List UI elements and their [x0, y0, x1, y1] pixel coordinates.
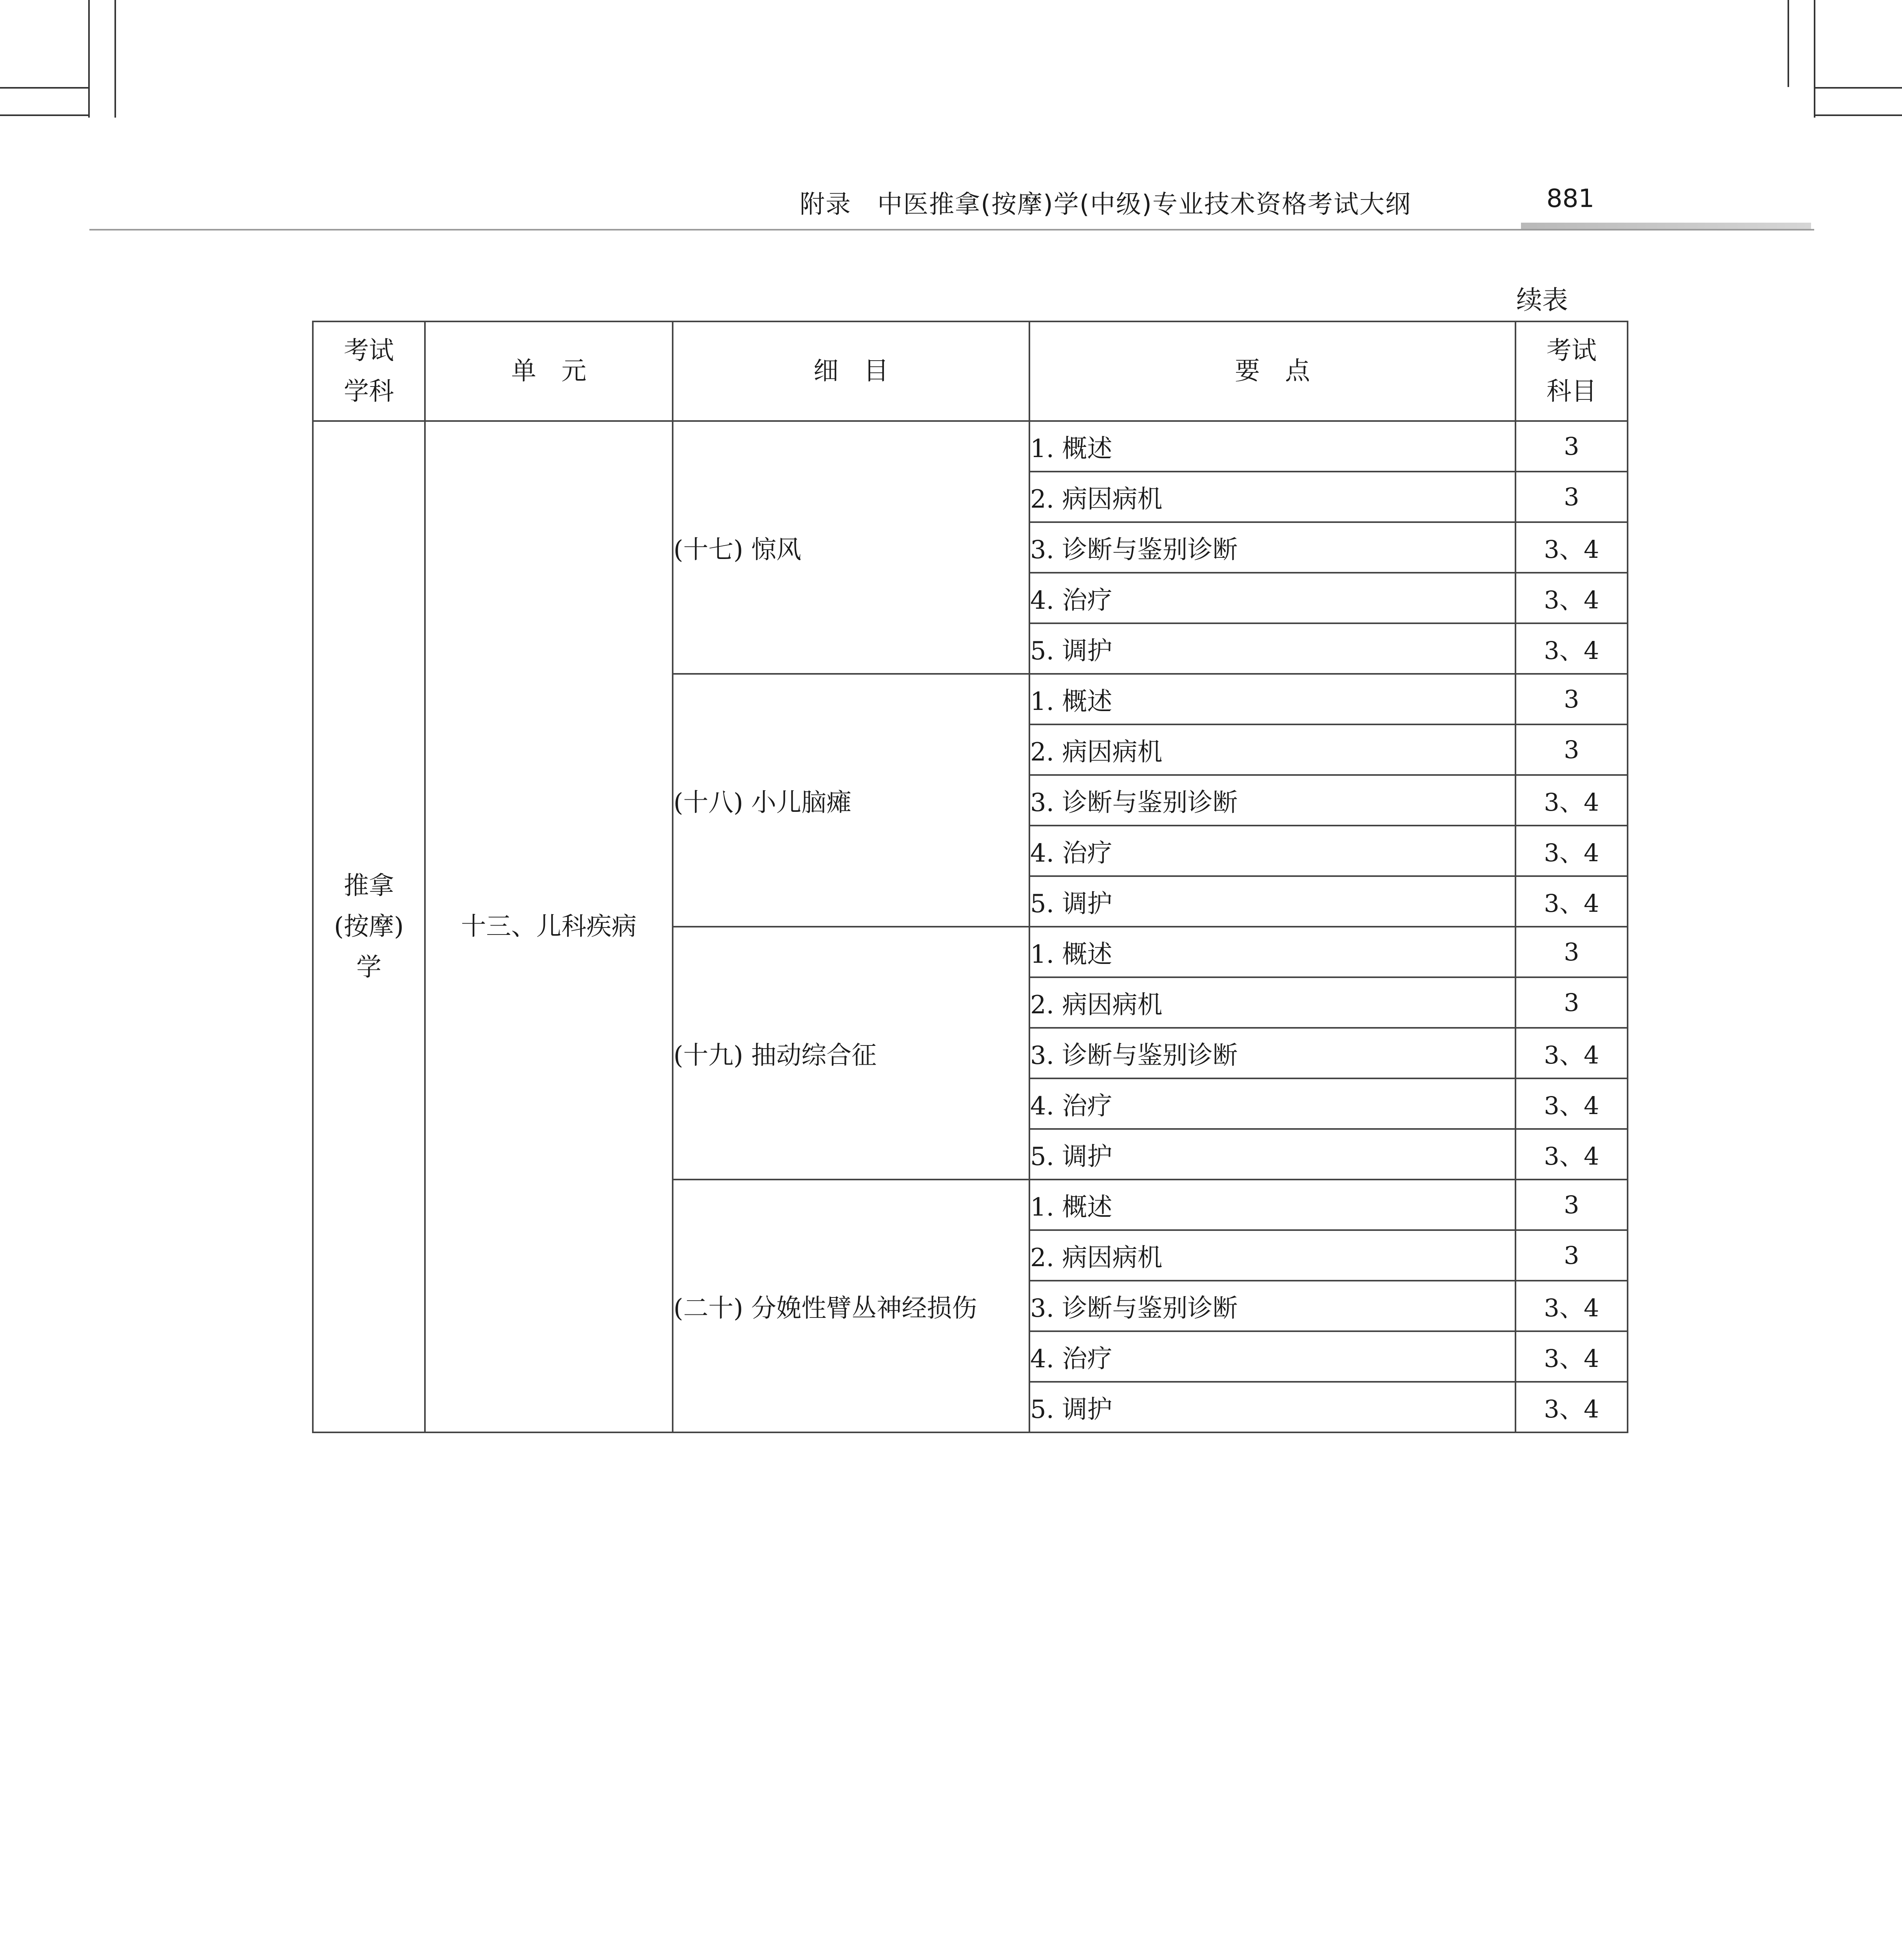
column-header-key-points: 要 点 — [1029, 321, 1515, 421]
crop-mark — [1814, 114, 1902, 116]
detail-cell: (二十) 分娩性臂丛神经损伤 — [673, 1180, 1029, 1432]
exam-code-cell: 3、4 — [1515, 1281, 1628, 1331]
exam-code-cell: 3、4 — [1515, 1382, 1628, 1432]
point-cell: 3. 诊断与鉴别诊断 — [1029, 1281, 1515, 1331]
point-cell: 4. 治疗 — [1029, 1331, 1515, 1382]
subject-cell: 推拿 (按摩) 学 — [313, 421, 425, 1432]
header-rule — [89, 229, 1814, 230]
exam-code-cell: 3、4 — [1515, 1078, 1628, 1129]
exam-code-cell: 3、4 — [1515, 1331, 1628, 1382]
exam-code-cell: 3、4 — [1515, 573, 1628, 623]
crop-mark — [0, 87, 88, 89]
detail-cell: (十七) 惊风 — [673, 421, 1029, 674]
exam-code-cell: 3 — [1515, 1180, 1628, 1230]
column-header-exam-subject: 考试 学科 — [313, 321, 425, 421]
exam-code-cell: 3、4 — [1515, 522, 1628, 573]
column-header-unit: 单 元 — [425, 321, 673, 421]
exam-code-cell: 3 — [1515, 927, 1628, 977]
exam-code-cell: 3、4 — [1515, 876, 1628, 927]
point-cell: 3. 诊断与鉴别诊断 — [1029, 775, 1515, 826]
point-cell: 2. 病因病机 — [1029, 1230, 1515, 1281]
table-header-row — [313, 321, 1628, 421]
exam-code-cell: 3、4 — [1515, 775, 1628, 826]
point-cell: 1. 概述 — [1029, 421, 1515, 472]
exam-code-cell: 3、4 — [1515, 623, 1628, 674]
point-cell: 2. 病因病机 — [1029, 724, 1515, 775]
point-cell: 5. 调护 — [1029, 623, 1515, 674]
crop-mark — [1814, 0, 1815, 118]
point-cell: 5. 调护 — [1029, 1129, 1515, 1180]
point-cell: 1. 概述 — [1029, 927, 1515, 977]
point-cell: 5. 调护 — [1029, 1382, 1515, 1432]
column-header-exam-paper: 考试 科目 — [1515, 321, 1628, 421]
point-cell: 4. 治疗 — [1029, 573, 1515, 623]
exam-code-cell: 3、4 — [1515, 826, 1628, 876]
exam-code-cell: 3 — [1515, 1230, 1628, 1281]
table-row — [313, 421, 1628, 472]
point-cell: 1. 概述 — [1029, 1180, 1515, 1230]
exam-code-cell: 3 — [1515, 724, 1628, 775]
crop-mark — [1788, 0, 1789, 87]
crop-mark — [114, 0, 116, 118]
exam-code-cell: 3 — [1515, 674, 1628, 724]
exam-code-cell: 3 — [1515, 472, 1628, 522]
exam-code-cell: 3 — [1515, 421, 1628, 472]
point-cell: 1. 概述 — [1029, 674, 1515, 724]
crop-mark — [0, 114, 88, 116]
unit-cell: 十三、儿科疾病 — [425, 421, 673, 1432]
exam-code-cell: 3、4 — [1515, 1028, 1628, 1078]
point-cell: 2. 病因病机 — [1029, 977, 1515, 1028]
exam-outline-table — [312, 321, 1628, 1433]
point-cell: 4. 治疗 — [1029, 1078, 1515, 1129]
exam-code-cell: 3 — [1515, 977, 1628, 1028]
exam-code-cell: 3、4 — [1515, 1129, 1628, 1180]
detail-cell: (十八) 小儿脑瘫 — [673, 674, 1029, 927]
detail-cell: (十九) 抽动综合征 — [673, 927, 1029, 1180]
point-cell: 5. 调护 — [1029, 876, 1515, 927]
point-cell: 3. 诊断与鉴别诊断 — [1029, 1028, 1515, 1078]
point-cell: 2. 病因病机 — [1029, 472, 1515, 522]
point-cell: 4. 治疗 — [1029, 826, 1515, 876]
page-number: 881 — [1546, 184, 1595, 213]
crop-mark — [88, 0, 90, 118]
point-cell: 3. 诊断与鉴别诊断 — [1029, 522, 1515, 573]
crop-mark — [1814, 87, 1902, 89]
continued-label: 续表 — [1516, 285, 1568, 315]
running-header-title: 附录 中医推拿(按摩)学(中级)专业技术资格考试大纲 — [800, 190, 1411, 219]
column-header-detail: 细 目 — [673, 321, 1029, 421]
